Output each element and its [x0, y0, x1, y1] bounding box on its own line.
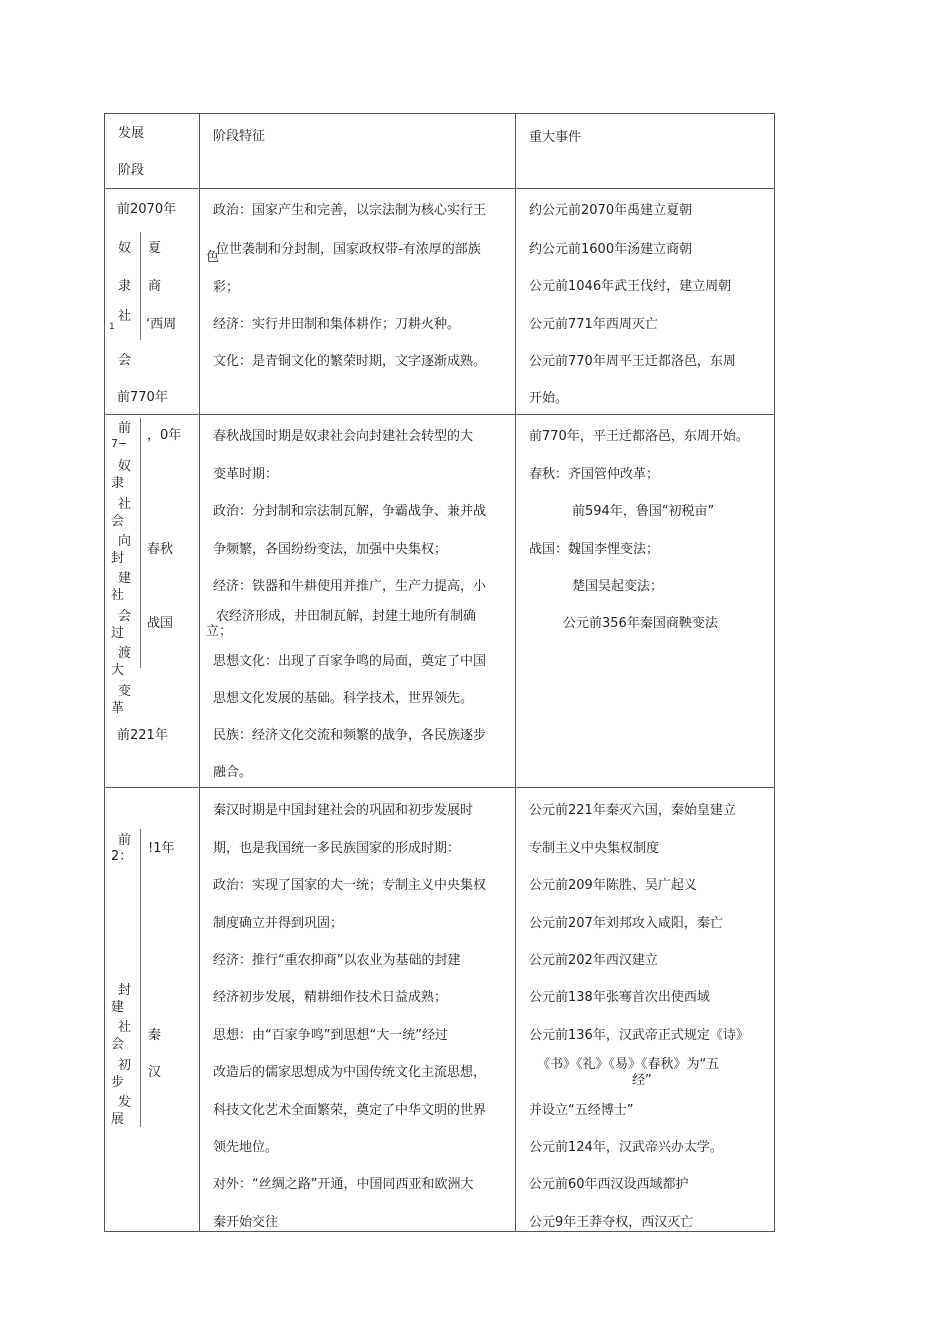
- row2-feature-line: 立；: [206, 624, 233, 639]
- row2-period: 战国: [147, 616, 174, 631]
- row1-event-line: 公元前771年西周灭亡: [529, 317, 658, 332]
- row1-feature-line: 色: [206, 250, 220, 265]
- row-divider-1: [104, 414, 775, 415]
- row1-feature-line: 文化：是青铜文化的繁荣时期，文字逐渐成熟。: [213, 354, 487, 369]
- row3-feature-line: 制度确立并得到巩固；: [213, 916, 344, 931]
- row2-feature-line: 农经济形成，井田制瓦解，封建土地所有制确: [216, 609, 477, 624]
- row2-era-char: 隶: [111, 476, 125, 491]
- row2-stage-start-a: 前: [118, 421, 132, 436]
- row2-era-char: 封: [111, 551, 125, 566]
- row2-period: 春秋: [147, 542, 174, 557]
- row3-event-line: 公元前207年刘邦攻入咸阳，秦亡: [529, 916, 723, 931]
- row2-feature-line: 春秋战国时期是奴隶社会向封建社会转型的大: [213, 429, 474, 444]
- row3-feature-line: 秦汉时期是中国封建社会的巩固和初步发展时: [213, 803, 474, 818]
- row1-event-line: 约公元前2070年禹建立夏朝: [529, 203, 693, 218]
- row2-event-line: 楚国吴起变法；: [572, 579, 664, 594]
- row1-feature-line: 彩；: [213, 280, 240, 295]
- row3-feature-line: 期，也是我国统一多民族国家的形成时期：: [213, 841, 461, 856]
- row2-event-line: 前770年，平王迁都洛邑，东周开始。: [529, 429, 749, 444]
- row2-era-char: 社: [118, 497, 132, 512]
- row3-feature-line: 经济初步发展，精耕细作技术日益成熟；: [213, 990, 448, 1005]
- row2-era-char: 渡: [118, 646, 132, 661]
- row3-era-char: 初: [118, 1058, 132, 1073]
- row1-dynasty: ‘西周: [146, 317, 177, 332]
- header-stage-line2: 阶段: [118, 163, 145, 178]
- row2-feature-line: 思想文化：出现了百家争鸣的局面，奠定了中国: [213, 654, 487, 669]
- row3-event-line: 公元前209年陈胜、吴广起义: [529, 878, 697, 893]
- row3-event-line: 经”: [632, 1073, 652, 1088]
- row3-feature-line: 科技文化艺术全面繁荣，奠定了中华文明的世界: [213, 1103, 487, 1118]
- row2-feature-line: 政治：分封制和宗法制瓦解，争霸战争、兼并战: [213, 504, 487, 519]
- row3-era-char: 展: [111, 1112, 125, 1127]
- row3-era-char: 会: [111, 1037, 125, 1052]
- row3-stage-start-b: 2：: [111, 849, 133, 864]
- row2-feature-line: 经济：铁器和牛耕使用并推广，生产力提高，小: [213, 579, 487, 594]
- row2-event-line: 战国：魏国李悝变法；: [529, 542, 660, 557]
- row1-feature-line: 政治：国家产生和完善，以宗法制为核心实行王: [213, 203, 487, 218]
- row3-feature-line: 秦开始交往: [213, 1215, 279, 1230]
- row3-event-line: 专制主义中央集权制度: [529, 841, 660, 856]
- column-divider-1: [199, 113, 200, 1232]
- row2-era-char: 会: [118, 609, 132, 624]
- row1-stage-end: 前770年: [117, 390, 168, 405]
- row3-era-char: 步: [111, 1075, 125, 1090]
- row2-stage-end: 前221年: [117, 728, 168, 743]
- header-features: 阶段特征: [213, 129, 266, 144]
- row2-era-char: 变: [118, 684, 132, 699]
- row1-event-line: 公元前770年周平王迁都洛邑，东周: [529, 354, 736, 369]
- row1-feature-line: 经济：实行井田制和集体耕作；刀耕火种。: [213, 317, 461, 332]
- row3-event-line: 公元9年王莽夺权，西汉灭亡: [529, 1215, 694, 1230]
- row1-event-line: 公元前1046年武王伐纣，建立周朝: [529, 279, 732, 294]
- row3-feature-line: 对外：“丝绸之路”开通，中国同西亚和欧洲大: [213, 1177, 474, 1192]
- row1-event-line: 开始。: [529, 391, 569, 406]
- row2-feature-line: 变革时期：: [213, 467, 279, 482]
- row2-feature-line: 融合。: [213, 765, 253, 780]
- row3-event-line: 《书》《礼》《易》《春秋》为“五: [537, 1057, 720, 1072]
- row3-era-char: 封: [118, 983, 132, 998]
- row1-stage-start: 前2070年: [117, 202, 177, 217]
- row2-stage-start-c: ，0年: [147, 428, 182, 443]
- row2-era-char: 革: [111, 701, 125, 716]
- row3-era-char: 社: [118, 1020, 132, 1035]
- row2-feature-line: 民族：经济文化交流和频繁的战争，各民族逐步: [213, 728, 487, 743]
- table-right-border: [774, 113, 775, 1232]
- row3-feature-line: 思想：由“百家争鸣”到思想“大一统”经过: [213, 1028, 448, 1043]
- row1-stage-mark: 1: [109, 322, 115, 332]
- row1-dynasty: 商: [148, 279, 162, 294]
- row1-event-line: 约公元前1600年汤建立商朝: [529, 242, 693, 257]
- row3-feature-line: 改造后的儒家思想成为中国传统文化主流思想，: [213, 1065, 487, 1080]
- row1-feature-line: 位世袭制和分封制，国家政权带-有浓厚的部族: [216, 242, 481, 257]
- row2-event-line: 前594年，鲁国“初税亩”: [572, 504, 715, 519]
- row2-era-char: 会: [111, 514, 125, 529]
- row3-era-char: 发: [118, 1095, 132, 1110]
- row3-feature-line: 经济：推行“重农抑商”以农业为基础的封建: [213, 953, 461, 968]
- stage-subdivider-row1: [140, 232, 141, 340]
- row3-feature-line: 领先地位。: [213, 1140, 279, 1155]
- table-bottom-border: [104, 1231, 775, 1232]
- row2-era-char: 大: [111, 663, 125, 678]
- stage-subdivider-row3: [140, 829, 141, 1127]
- row2-feature-line: 思想文化发展的基础。科学技术，世界领先。: [213, 691, 474, 706]
- row3-feature-line: 政治：实现了国家的大一统；专制主义中央集权: [213, 878, 487, 893]
- row1-era-char: 隶: [118, 279, 132, 294]
- row1-era-char: 奴: [118, 241, 132, 256]
- row3-event-line: 公元前60年西汉设西域都护: [529, 1177, 689, 1192]
- row3-event-line: 公元前202年西汉建立: [529, 953, 658, 968]
- row3-era-char: 建: [111, 1000, 125, 1015]
- row2-event-line: 公元前356年秦国商鞅变法: [563, 616, 718, 631]
- row2-era-char: 奴: [118, 459, 132, 474]
- row3-stage-start-c: !1年: [148, 841, 175, 856]
- row-divider-2: [104, 787, 775, 788]
- header-stage-line1: 发展: [118, 126, 145, 141]
- row2-era-char: 向: [118, 534, 132, 549]
- row3-event-line: 公元前124年，汉武帝兴办太学。: [529, 1140, 723, 1155]
- row3-dynasty: 秦: [148, 1028, 162, 1043]
- row3-dynasty: 汉: [148, 1065, 162, 1080]
- row3-event-line: 公元前138年张骞首次出使西域: [529, 990, 710, 1005]
- row2-era-char: 社: [111, 588, 125, 603]
- row2-event-line: 春秋：齐国管仲改革；: [529, 467, 660, 482]
- row3-event-line: 并设立“五经博士”: [529, 1103, 634, 1118]
- row2-stage-start-b: 7−: [111, 437, 128, 450]
- column-divider-2: [515, 113, 516, 1232]
- row3-stage-start-a: 前: [118, 833, 132, 848]
- row2-era-char: 过: [111, 626, 125, 641]
- row3-event-line: 公元前221年秦灭六国，秦始皇建立: [529, 803, 736, 818]
- row1-era-char: 会: [118, 353, 132, 368]
- row1-era-char: 社: [118, 309, 132, 324]
- row2-feature-line: 争频繁，各国纷纷变法，加强中央集权；: [213, 542, 448, 557]
- table-left-border: [104, 113, 105, 1232]
- stage-subdivider-row2: [140, 418, 141, 668]
- header-events: 重大事件: [529, 130, 582, 145]
- row-divider-header: [104, 188, 775, 189]
- table-top-border: [104, 113, 775, 114]
- row1-dynasty: 夏: [148, 241, 162, 256]
- row2-era-char: 建: [118, 571, 132, 586]
- row3-event-line: 公元前136年，汉武帝正式规定《诗》: [529, 1028, 749, 1043]
